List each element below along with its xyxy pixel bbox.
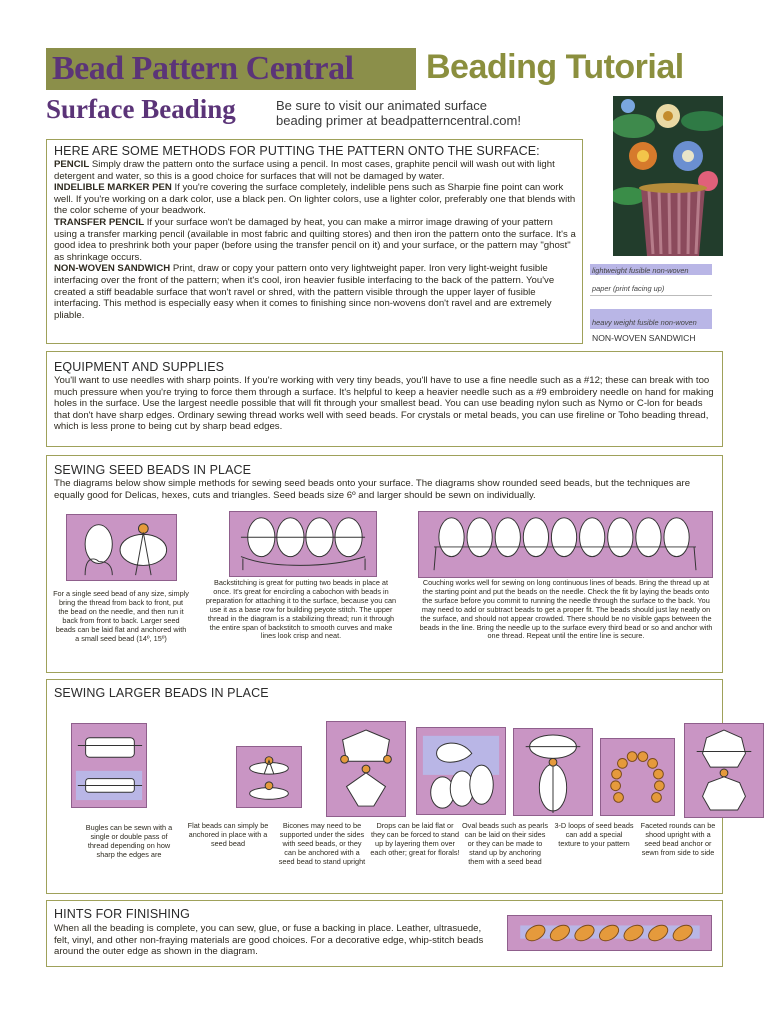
larger-caption-drops: Drops can be laid flat or they can be forced to stand up by layering them over each other; great for florals!: [370, 821, 460, 857]
larger-diagram-ovals: [513, 728, 593, 816]
larger-caption-rounds: Faceted rounds can be shood upright with a seed bead anchor or sewn from side to side: [640, 821, 716, 857]
equipment-section: [46, 351, 723, 447]
larger-caption-loops: 3-D loops of seed beads can add a special texture to your pattern: [554, 821, 634, 848]
marker-text: If you're covering the surface completely, indelible pens such as Sharpie fine point can work well. If you're working on a dark color, use a black pen. On lighter colors, use a lighter color, preferably one that blends with the color scheme of your beadwork.: [54, 182, 576, 217]
larger-diagram-drops: [416, 727, 506, 815]
larger-caption-flat: Flat beads can simply be anchored in place with a seed bead: [187, 821, 269, 848]
tutorial-title: Beading Tutorial: [426, 48, 684, 86]
sandwich-caption: NON-WOVEN SANDWICH: [592, 333, 696, 343]
larger-caption-bugles: Bugles can be sewn with a single or double pass of thread depending on how sharp the edges are: [85, 823, 173, 859]
equipment-text: You'll want to use needles with sharp points. If you're working with very tiny beads, you'll have to use a fine needle such as a #12; these can break with too much pressure when you're trying to force them through a surface. It's helpful to keep a heavier needle such as a #9 embroidery needle on hand for making holes in the surface. Use the largest needle possible that will fit through your smallest bead. You can use beading nylon such as Nymo or C-lon for beads that don't have sharp edges. Ordinary sewing thread works well with seed beads. For crystals or metal beads, you can use fireline or Toho beading thread, which is less prone to being cut by sharp bead edges.: [54, 375, 714, 433]
seed-diagram-couching: [418, 511, 713, 578]
seed-beads-section: [46, 455, 723, 673]
methods-section: [46, 139, 583, 344]
hints-diagram-whipstitch: [507, 915, 712, 951]
transfer-text: If your surface won't be damaged by heat, you can make a mirror image drawing of your pattern using a transfer marking pencil (available in most fabric and quilting stores) and then iron the pattern onto the surface. It's a good idea to preshrink both your paper (before using the transfer pencil on it) and your surface, or the pattern may "ghost" as shrinkage occurs.: [54, 216, 576, 263]
methods-heading: HERE ARE SOME METHODS FOR PUTTING THE PATTERN ONTO THE SURFACE:: [54, 144, 540, 158]
hints-text: When all the beading is complete, you can sew, glue, or fuse a backing in place. Leather, ultrasuede, felt, vinyl, and other non-fraying materials are good choices. For a decorative edge, whip-stitch beads around the outer edge as shown in the diagram.: [54, 923, 484, 958]
larger-diagram-flat: [236, 746, 302, 808]
sandwich-text: Print, draw or copy your pattern onto very lightweight paper. Iron very light-weight fusible interfacing over the front of the pattern; when it's cool, iron heavier fusible interfacing to the back of the pattern. You've created a stiff beadable surface that won't ravel or shred, with the pattern visible through the upper layer of fusible interfacing. This method is especially easy when it comes to finishing since non-wovens don't ravel and are extremely pliable.: [54, 263, 555, 321]
seed-heading: SEWING SEED BEADS IN PLACE: [54, 463, 252, 477]
beadwork-photo: [613, 96, 723, 256]
seed-diagram-single: [66, 514, 177, 581]
page-subtitle: Surface Beading: [46, 94, 236, 124]
larger-beads-section: [46, 679, 723, 894]
seed-caption-backstitch: Backstitching is great for putting two beads in place at once. It's great for encircling a cabochon with beads in preparation for attaching it to the surface, because you can use it as a base row for building peyote stitch. The upper thread in the diagram is a stabilizing thread; run it through the entire span of backstitch to smooth curves and make lines look crisp and neat.: [205, 578, 397, 641]
larger-diagram-bugles: [71, 723, 147, 808]
pencil-term: PENCIL: [54, 159, 90, 170]
larger-heading: SEWING LARGER BEADS IN PLACE: [54, 686, 269, 700]
sandwich-term: NON-WOVEN SANDWICH: [54, 263, 171, 275]
larger-diagram-bicones: [326, 721, 406, 817]
larger-diagram-rounds: [684, 723, 764, 818]
marker-term: INDELIBLE MARKER PEN: [54, 182, 172, 194]
visit-note: [276, 98, 596, 128]
sandwich-layer2-label: paper (print facing up): [592, 284, 665, 293]
larger-diagram-loops: [600, 738, 675, 816]
pencil-text: Simply draw the pattern onto the surface using a pencil. In most cases, graphite pencil will wash out with light detergent and water, so this is a good choice for surfaces that will not be damaged by water.: [54, 159, 555, 182]
sandwich-layer3-label: heavy weight fusible non-woven: [592, 318, 697, 327]
larger-caption-bicones: Bicones may need to be supported under the sides with seed beads, or they can be anchored with a seed bead to stand upright: [278, 821, 366, 866]
transfer-term: TRANSFER PENCIL: [54, 216, 145, 228]
methods-body: [54, 159, 576, 321]
seed-intro: The diagrams below show simple methods for sewing seed beads onto your surface. The diagrams show rounded seed beads, but the techniques are equally good for Delicas, hexes, cuts and triangles. Seed beads size 6º and larger should be sewn on individually.: [54, 478, 691, 501]
sandwich-layer1-label: lightweight fusible non-woven: [592, 266, 689, 275]
seed-diagram-backstitch: [229, 511, 377, 577]
sandwich-diagram: [590, 262, 718, 344]
hints-heading: HINTS FOR FINISHING: [54, 907, 190, 921]
visit-line-2: beading primer at beadpatterncentral.com!: [276, 113, 521, 128]
seed-caption-couching: Couching works well for sewing on long continuous lines of beads. Bring the thread up at the starting point and put the beads on the needle. Check the fit by laying the beads onto the surface before you commit to running the needle through the surface to the back. You may need to add or subtract beads to get a proper fit. The beads should just lay neatly on the surface, and should not appear crowded. There should be no visible gaps between the beads in the line. Bring the needle up to the surface every third bead or so and anchor with one thread. Repeat until the entire line is secure.: [419, 578, 713, 641]
visit-line-1: Be sure to visit our animated surface: [276, 98, 487, 113]
equipment-heading: EQUIPMENT AND SUPPLIES: [54, 360, 225, 374]
brand-title: Bead Pattern Central: [52, 50, 354, 87]
larger-caption-ovals: Oval beads such as pearls can be laid on their sides or they can be made to stand up by anchoring them with a seed bead: [462, 821, 548, 866]
hints-section: [46, 900, 723, 967]
seed-caption-single: For a single seed bead of any size, simply bring the thread from back to front, put the bead on the needle, and then run it back from front to back. Larger seed beads can be laid flat and anchored with a small seed bead (14º, 15º): [53, 589, 189, 643]
